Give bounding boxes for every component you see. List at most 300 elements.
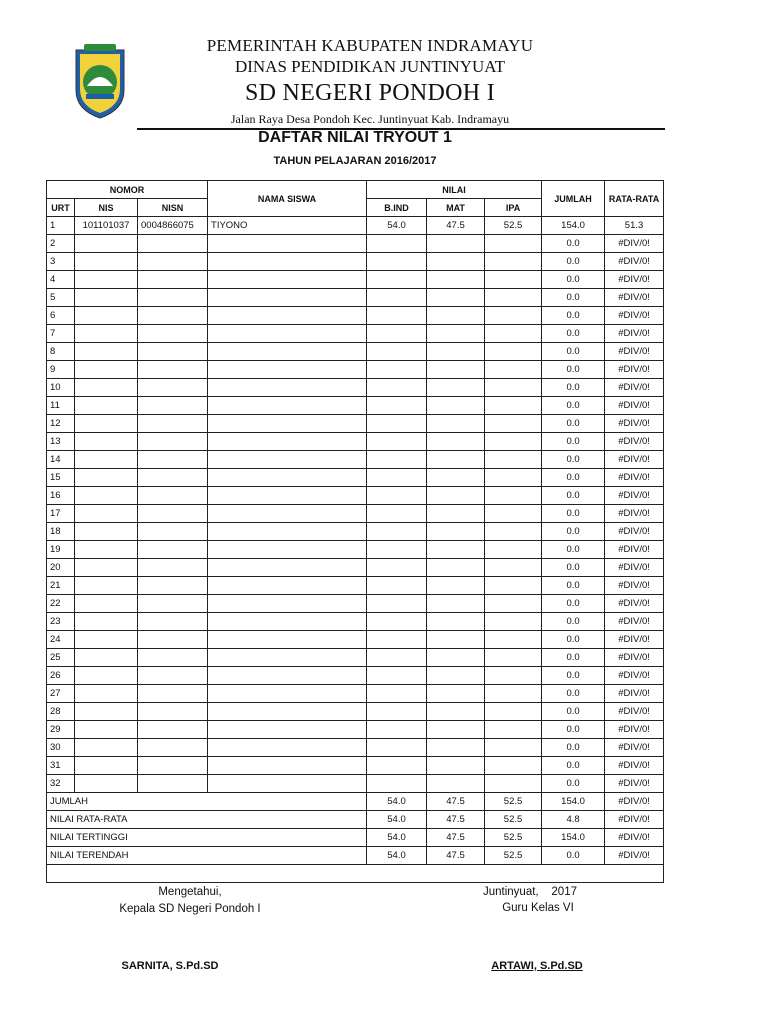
col-header-mat: MAT (427, 199, 485, 217)
cell-nama: TIYONO (208, 217, 367, 235)
cell-jumlah: 0.0 (542, 235, 605, 253)
cell-nis (75, 415, 138, 433)
page-subtitle: TAHUN PELAJARAN 2016/2017 (273, 155, 437, 167)
cell-rata: #DIV/0! (605, 649, 664, 667)
cell-bind (367, 595, 427, 613)
cell-ipa (485, 523, 542, 541)
cell-urt: 10 (47, 379, 75, 397)
cell-mat (427, 775, 485, 793)
cell-ipa (485, 361, 542, 379)
cell-bind (367, 505, 427, 523)
cell-mat (427, 685, 485, 703)
cell-rata: #DIV/0! (605, 253, 664, 271)
col-header-jumlah: JUMLAH (542, 181, 605, 217)
cell-nama (208, 397, 367, 415)
summary-cell-mat: 47.5 (427, 847, 485, 865)
cell-ipa (485, 667, 542, 685)
cell-urt: 29 (47, 721, 75, 739)
summary-cell-rata: #DIV/0! (605, 811, 664, 829)
cell-jumlah: 0.0 (542, 253, 605, 271)
cell-rata: #DIV/0! (605, 433, 664, 451)
cell-nis (75, 739, 138, 757)
table-row (47, 217, 664, 235)
summary-cell-jumlah: 4.8 (542, 811, 605, 829)
cell-jumlah: 0.0 (542, 613, 605, 631)
summary-label: NILAI RATA-RATA (47, 811, 367, 829)
cell-nis (75, 451, 138, 469)
cell-ipa (485, 253, 542, 271)
cell-nis (75, 487, 138, 505)
cell-urt: 18 (47, 523, 75, 541)
cell-mat (427, 703, 485, 721)
cell-nis (75, 577, 138, 595)
cell-urt: 20 (47, 559, 75, 577)
cell-nisn (138, 271, 208, 289)
header-government: PEMERINTAH KABUPATEN INDRAMAYU (206, 36, 534, 55)
summary-row (47, 811, 664, 829)
table-row (47, 703, 664, 721)
cell-ipa (485, 757, 542, 775)
col-header-nilai: NILAI (367, 181, 542, 199)
cell-nisn (138, 325, 208, 343)
cell-nama (208, 469, 367, 487)
cell-rata: #DIV/0! (605, 505, 664, 523)
cell-bind (367, 577, 427, 595)
cell-nisn (138, 541, 208, 559)
cell-nisn (138, 631, 208, 649)
table-row (47, 649, 664, 667)
cell-ipa (485, 595, 542, 613)
cell-rata: #DIV/0! (605, 271, 664, 289)
cell-bind (367, 523, 427, 541)
cell-nis (75, 541, 138, 559)
cell-nisn (138, 505, 208, 523)
cell-jumlah: 0.0 (542, 757, 605, 775)
cell-mat (427, 649, 485, 667)
cell-nisn (138, 469, 208, 487)
summary-cell-jumlah: 0.0 (542, 847, 605, 865)
cell-mat (427, 757, 485, 775)
cell-bind (367, 379, 427, 397)
cell-mat (427, 505, 485, 523)
summary-cell-bind: 54.0 (367, 847, 427, 865)
table-bottom-border (47, 865, 664, 883)
cell-rata: #DIV/0! (605, 703, 664, 721)
cell-nisn (138, 523, 208, 541)
table-row (47, 343, 664, 361)
cell-nama (208, 721, 367, 739)
cell-nisn (138, 577, 208, 595)
cell-nisn (138, 775, 208, 793)
cell-mat (427, 307, 485, 325)
cell-nama (208, 631, 367, 649)
cell-nama (208, 289, 367, 307)
cell-ipa (485, 559, 542, 577)
cell-nis (75, 361, 138, 379)
summary-cell-rata: #DIV/0! (605, 793, 664, 811)
cell-mat (427, 361, 485, 379)
cell-nisn (138, 595, 208, 613)
cell-nisn (138, 235, 208, 253)
cell-bind (367, 289, 427, 307)
col-header-bind: B.IND (367, 199, 427, 217)
table-row (47, 739, 664, 757)
cell-jumlah: 0.0 (542, 451, 605, 469)
cell-rata: #DIV/0! (605, 379, 664, 397)
cell-nisn (138, 397, 208, 415)
summary-cell-rata: #DIV/0! (605, 829, 664, 847)
page-title: DAFTAR NILAI TRYOUT 1 (258, 129, 452, 146)
cell-nama (208, 559, 367, 577)
cell-urt: 17 (47, 505, 75, 523)
cell-bind (367, 415, 427, 433)
cell-mat (427, 613, 485, 631)
table-row (47, 289, 664, 307)
table-row (47, 487, 664, 505)
cell-nisn (138, 451, 208, 469)
cell-jumlah: 0.0 (542, 703, 605, 721)
cell-bind (367, 721, 427, 739)
cell-ipa (485, 577, 542, 595)
col-header-nisn: NISN (138, 199, 208, 217)
cell-nama (208, 739, 367, 757)
cell-nama (208, 451, 367, 469)
cell-rata: #DIV/0! (605, 667, 664, 685)
cell-jumlah: 0.0 (542, 469, 605, 487)
cell-nama (208, 361, 367, 379)
cell-urt: 12 (47, 415, 75, 433)
cell-rata: #DIV/0! (605, 415, 664, 433)
cell-nama (208, 325, 367, 343)
cell-ipa (485, 397, 542, 415)
cell-urt: 14 (47, 451, 75, 469)
summary-cell-ipa: 52.5 (485, 811, 542, 829)
summary-cell-mat: 47.5 (427, 793, 485, 811)
teacher-name: ARTAWI, S.Pd.SD (491, 960, 583, 972)
table-row (47, 685, 664, 703)
cell-rata: #DIV/0! (605, 307, 664, 325)
table-row (47, 721, 664, 739)
cell-mat: 47.5 (427, 217, 485, 235)
cell-jumlah: 0.0 (542, 325, 605, 343)
cell-nisn (138, 613, 208, 631)
cell-mat (427, 577, 485, 595)
table-row (47, 523, 664, 541)
cell-mat (427, 721, 485, 739)
cell-urt: 24 (47, 631, 75, 649)
cell-jumlah: 0.0 (542, 397, 605, 415)
cell-nis (75, 595, 138, 613)
table-row (47, 451, 664, 469)
cell-urt: 19 (47, 541, 75, 559)
cell-nisn (138, 667, 208, 685)
cell-ipa (485, 487, 542, 505)
cell-nis (75, 271, 138, 289)
cell-mat (427, 343, 485, 361)
cell-nisn (138, 289, 208, 307)
cell-urt: 22 (47, 595, 75, 613)
cell-rata: #DIV/0! (605, 343, 664, 361)
cell-mat (427, 253, 485, 271)
cell-bind (367, 361, 427, 379)
cell-nisn (138, 433, 208, 451)
cell-jumlah: 0.0 (542, 631, 605, 649)
cell-nis (75, 721, 138, 739)
table-row (47, 505, 664, 523)
table-row (47, 613, 664, 631)
cell-bind (367, 739, 427, 757)
cell-mat (427, 541, 485, 559)
cell-nama (208, 577, 367, 595)
cell-jumlah: 0.0 (542, 307, 605, 325)
cell-mat (427, 595, 485, 613)
cell-ipa (485, 343, 542, 361)
table-row (47, 433, 664, 451)
cell-nisn (138, 739, 208, 757)
cell-nisn (138, 649, 208, 667)
cell-rata: #DIV/0! (605, 631, 664, 649)
col-header-ipa: IPA (485, 199, 542, 217)
cell-ipa (485, 505, 542, 523)
district-logo-icon (72, 42, 128, 120)
cell-rata: #DIV/0! (605, 559, 664, 577)
cell-nis (75, 757, 138, 775)
cell-mat (427, 397, 485, 415)
cell-rata: #DIV/0! (605, 235, 664, 253)
cell-nisn (138, 487, 208, 505)
cell-ipa (485, 649, 542, 667)
cell-ipa (485, 235, 542, 253)
cell-mat (427, 235, 485, 253)
summary-cell-ipa: 52.5 (485, 829, 542, 847)
place-date: Juntinyuat, 2017 (483, 886, 577, 898)
cell-ipa (485, 703, 542, 721)
cell-nis (75, 667, 138, 685)
summary-cell-rata: #DIV/0! (605, 847, 664, 865)
cell-nama (208, 307, 367, 325)
cell-nisn (138, 253, 208, 271)
cell-rata: #DIV/0! (605, 397, 664, 415)
cell-jumlah: 0.0 (542, 739, 605, 757)
cell-jumlah: 0.0 (542, 685, 605, 703)
cell-jumlah: 0.0 (542, 649, 605, 667)
cell-jumlah: 0.0 (542, 559, 605, 577)
cell-urt: 3 (47, 253, 75, 271)
cell-ipa (485, 631, 542, 649)
cell-mat (427, 325, 485, 343)
table-row (47, 397, 664, 415)
cell-rata: #DIV/0! (605, 541, 664, 559)
cell-rata: #DIV/0! (605, 289, 664, 307)
table-row (47, 595, 664, 613)
cell-bind (367, 649, 427, 667)
col-header-urt: URT (47, 199, 75, 217)
cell-bind (367, 325, 427, 343)
cell-nisn (138, 685, 208, 703)
table-row (47, 631, 664, 649)
cell-nis (75, 253, 138, 271)
cell-mat (427, 271, 485, 289)
cell-urt: 13 (47, 433, 75, 451)
cell-nisn (138, 721, 208, 739)
cell-nis (75, 685, 138, 703)
cell-rata: #DIV/0! (605, 487, 664, 505)
table-row (47, 577, 664, 595)
header-school-name: SD NEGERI PONDOH I (244, 80, 496, 106)
cell-jumlah: 0.0 (542, 721, 605, 739)
cell-jumlah: 0.0 (542, 415, 605, 433)
cell-rata: #DIV/0! (605, 577, 664, 595)
cell-bind (367, 685, 427, 703)
cell-jumlah: 0.0 (542, 379, 605, 397)
cell-nisn (138, 307, 208, 325)
cell-urt: 7 (47, 325, 75, 343)
cell-nisn (138, 415, 208, 433)
table-row (47, 415, 664, 433)
cell-urt: 28 (47, 703, 75, 721)
cell-nama (208, 343, 367, 361)
summary-cell-bind: 54.0 (367, 793, 427, 811)
cell-nama (208, 253, 367, 271)
cell-nis (75, 397, 138, 415)
table-row (47, 325, 664, 343)
cell-jumlah: 0.0 (542, 541, 605, 559)
cell-urt: 2 (47, 235, 75, 253)
cell-ipa (485, 379, 542, 397)
cell-rata: #DIV/0! (605, 757, 664, 775)
cell-ipa (485, 289, 542, 307)
cell-bind (367, 541, 427, 559)
cell-urt: 31 (47, 757, 75, 775)
cell-urt: 26 (47, 667, 75, 685)
cell-urt: 21 (47, 577, 75, 595)
cell-ipa (485, 325, 542, 343)
cell-nis (75, 433, 138, 451)
cell-bind (367, 487, 427, 505)
cell-jumlah: 0.0 (542, 505, 605, 523)
cell-jumlah: 0.0 (542, 775, 605, 793)
cell-ipa: 52.5 (485, 217, 542, 235)
cell-mat (427, 451, 485, 469)
cell-jumlah: 0.0 (542, 577, 605, 595)
cell-mat (427, 559, 485, 577)
cell-nama (208, 415, 367, 433)
cell-nis (75, 559, 138, 577)
cell-bind (367, 397, 427, 415)
cell-urt: 32 (47, 775, 75, 793)
headmaster-title: Kepala SD Negeri Pondoh I (119, 903, 261, 915)
cell-nama (208, 487, 367, 505)
table-row (47, 469, 664, 487)
cell-nis (75, 235, 138, 253)
table-row (47, 559, 664, 577)
table-row (47, 757, 664, 775)
cell-rata: #DIV/0! (605, 361, 664, 379)
cell-nis (75, 649, 138, 667)
cell-rata: #DIV/0! (605, 775, 664, 793)
cell-jumlah: 0.0 (542, 595, 605, 613)
cell-jumlah: 0.0 (542, 289, 605, 307)
cell-jumlah: 0.0 (542, 433, 605, 451)
teacher-title: Guru Kelas VI (502, 902, 574, 914)
cell-ipa (485, 739, 542, 757)
cell-nisn: 0004866075 (138, 217, 208, 235)
cell-nis (75, 343, 138, 361)
cell-ipa (485, 433, 542, 451)
cell-nis (75, 289, 138, 307)
cell-urt: 11 (47, 397, 75, 415)
cell-mat (427, 739, 485, 757)
cell-nama (208, 271, 367, 289)
cell-urt: 4 (47, 271, 75, 289)
cell-bind (367, 775, 427, 793)
col-header-rata: RATA-RATA (605, 181, 664, 217)
cell-nis (75, 523, 138, 541)
cell-nama (208, 379, 367, 397)
cell-urt: 30 (47, 739, 75, 757)
cell-urt: 8 (47, 343, 75, 361)
col-header-nis: NIS (75, 199, 138, 217)
cell-nama (208, 523, 367, 541)
cell-ipa (485, 307, 542, 325)
cell-nama (208, 433, 367, 451)
cell-mat (427, 631, 485, 649)
cell-nis (75, 703, 138, 721)
cell-ipa (485, 271, 542, 289)
summary-cell-jumlah: 154.0 (542, 793, 605, 811)
cell-rata: 51.3 (605, 217, 664, 235)
cell-nisn (138, 361, 208, 379)
cell-bind (367, 613, 427, 631)
cell-rata: #DIV/0! (605, 469, 664, 487)
cell-rata: #DIV/0! (605, 739, 664, 757)
cell-urt: 9 (47, 361, 75, 379)
summary-label: NILAI TERTINGGI (47, 829, 367, 847)
cell-bind (367, 307, 427, 325)
cell-ipa (485, 451, 542, 469)
cell-nis (75, 325, 138, 343)
cell-jumlah: 0.0 (542, 361, 605, 379)
col-header-nomor: NOMOR (47, 181, 208, 199)
cell-rata: #DIV/0! (605, 325, 664, 343)
table-row (47, 541, 664, 559)
cell-jumlah: 0.0 (542, 523, 605, 541)
cell-rata: #DIV/0! (605, 451, 664, 469)
cell-jumlah: 154.0 (542, 217, 605, 235)
cell-nama (208, 649, 367, 667)
headmaster-name: SARNITA, S.Pd.SD (121, 960, 219, 972)
cell-bind (367, 451, 427, 469)
cell-urt: 16 (47, 487, 75, 505)
cell-nis (75, 379, 138, 397)
summary-cell-bind: 54.0 (367, 829, 427, 847)
cell-bind (367, 703, 427, 721)
summary-label: NILAI TERENDAH (47, 847, 367, 865)
cell-ipa (485, 541, 542, 559)
cell-jumlah: 0.0 (542, 667, 605, 685)
summary-cell-mat: 47.5 (427, 829, 485, 847)
cell-ipa (485, 685, 542, 703)
cell-nis (75, 631, 138, 649)
cell-nis (75, 469, 138, 487)
cell-bind (367, 343, 427, 361)
cell-nis: 101101037 (75, 217, 138, 235)
cell-nama (208, 685, 367, 703)
cell-urt: 15 (47, 469, 75, 487)
cell-rata: #DIV/0! (605, 595, 664, 613)
cell-mat (427, 433, 485, 451)
cell-nis (75, 505, 138, 523)
